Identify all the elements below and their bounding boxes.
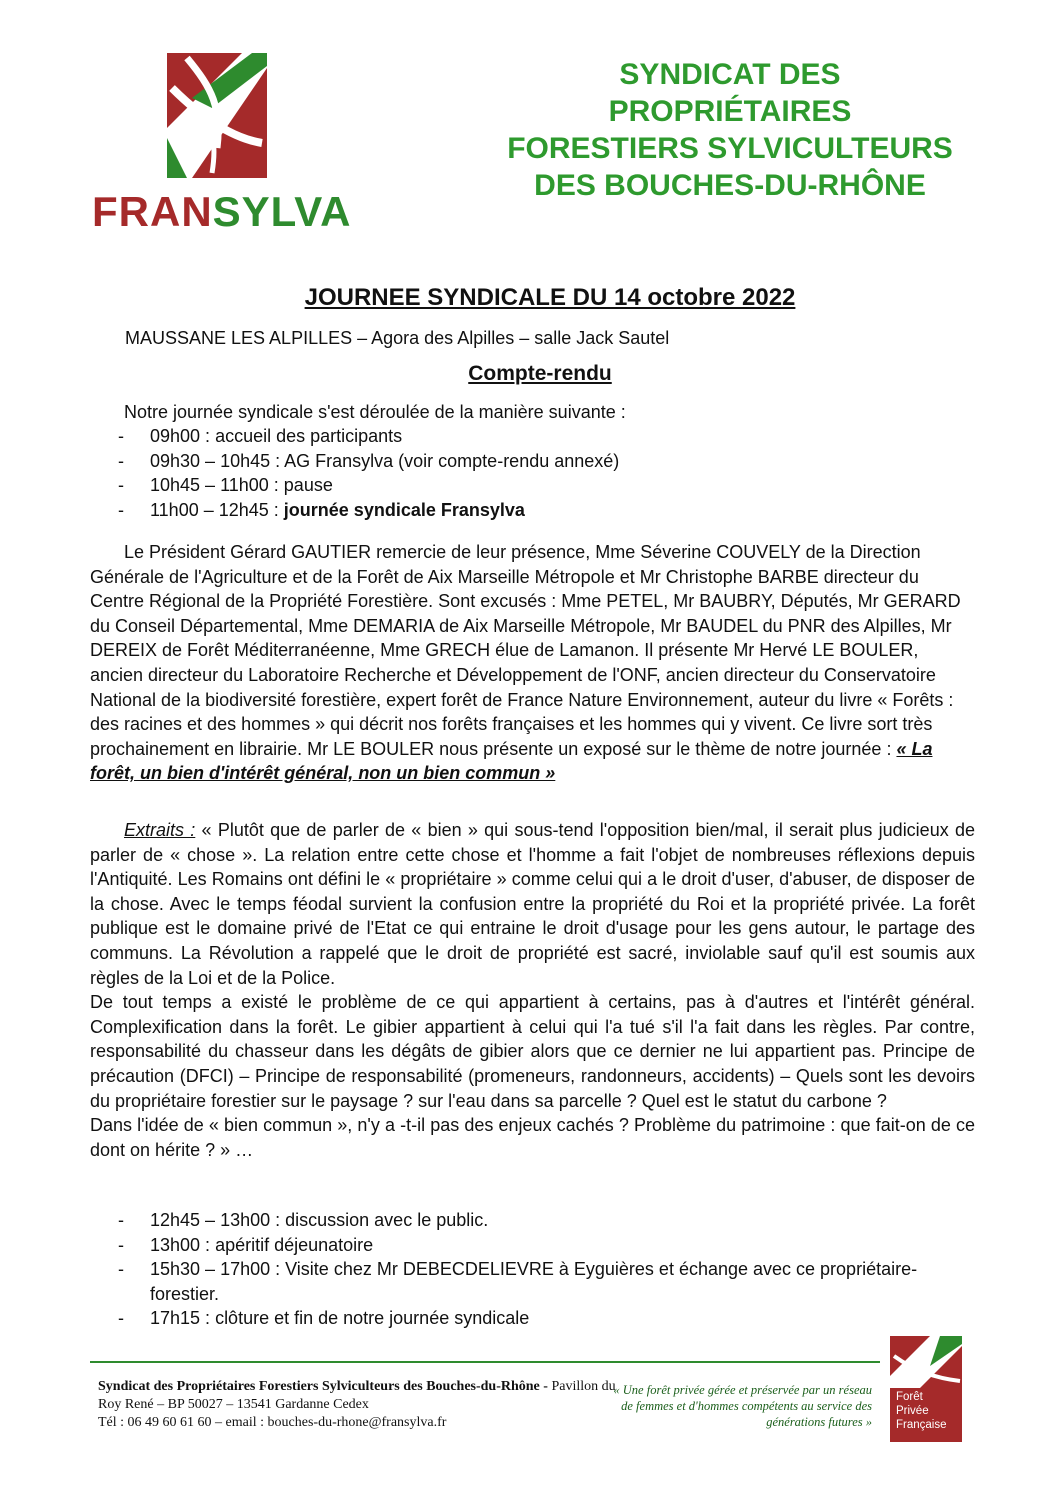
footer-org-name: Syndicat des Propriétaires Forestiers Sylviculteurs des Bouches-du-Rhône - xyxy=(98,1379,552,1394)
footer-divider xyxy=(90,1361,880,1363)
fpf-line: Forêt xyxy=(896,1391,923,1403)
schedule-text: journée syndicale Fransylva xyxy=(283,499,525,520)
schedule-text: discussion avec le public. xyxy=(285,1210,489,1230)
foret-privee-francaise-logo xyxy=(890,1336,962,1442)
venue-line: MAUSSANE LES ALPILLES – Agora des Alpilles – salle Jack Sautel xyxy=(125,328,670,348)
logo-text-sylva: SYLVA xyxy=(212,188,352,235)
paragraph-extraits xyxy=(90,818,975,1162)
schedule-item xyxy=(90,424,619,449)
organization-title xyxy=(500,56,960,204)
fransylva-emblem-icon xyxy=(92,48,364,188)
schedule-item xyxy=(90,449,619,474)
org-title-line: FORESTIERS SYLVICULTEURS xyxy=(507,132,953,165)
section-title: Compte-rendu xyxy=(468,362,612,385)
fpf-emblem-icon xyxy=(890,1336,962,1388)
schedule-time: 11h00 – 12h45 : xyxy=(150,499,284,520)
schedule-text: apéritif déjeunatoire xyxy=(215,1234,374,1255)
schedule-list-morning xyxy=(90,424,619,522)
schedule-time: 15h30 – 17h00 : xyxy=(150,1259,286,1280)
footer-slogan: « Une forêt privée gérée et préservée par un réseau de femmes et d'hommes compétents au service des générations futures » xyxy=(613,1383,872,1429)
footer-postal-address: Pavillon du Roy René – BP 50027 – 13541 Gardanne Cedex xyxy=(98,1379,616,1412)
org-title-line: DES BOUCHES-DU-RHÔNE xyxy=(534,169,926,202)
schedule-time: 13h00 : xyxy=(150,1234,216,1255)
logo-text-fran: FRAN xyxy=(92,188,213,235)
extraits-text-3: Dans l'idée de « bien commun », n'y a -t-il pas des enjeux cachés ? Problème du patrimoine : que fait-on de ce dont on hérite ? » … xyxy=(90,1115,975,1160)
schedule-item xyxy=(90,1306,950,1331)
schedule-item xyxy=(90,1257,950,1306)
fransylva-logo xyxy=(92,48,364,238)
schedule-text: accueil des participants xyxy=(215,426,403,446)
schedule-text: Visite chez Mr DEBECDELIEVRE à Eyguières et échange avec ce propriétaire-forestier. xyxy=(150,1259,918,1304)
schedule-text: pause xyxy=(283,475,333,496)
schedule-item xyxy=(90,1208,950,1233)
schedule-time: 09h30 – 10h45 : xyxy=(150,450,285,471)
logo-wordmark xyxy=(92,188,364,236)
extraits-label: Extraits : xyxy=(124,820,196,840)
schedule-time: 12h45 – 13h00 : xyxy=(150,1210,286,1230)
fpf-line: Française xyxy=(896,1419,947,1431)
footer-address xyxy=(98,1378,618,1432)
extraits-text: « Plutôt que de parler de « bien » qui sous-tend l'opposition bien/mal, il serait plus judicieux de parler de « chose ». La relation entre cette chose et l'homme a fait l'objet de nombreuses réflexions depuis l'Antiquité. Les Romains ont défini le « propriétaire » comme celui qui a le droit d'user, d'abuser, de disposer de la chose. Avec le temps féodal survient la confusion entre la propriété du Roi et la propriété privée. La forêt publique est le domaine privé de l'Etat ce qui entraine le droit d'usage pour les gens autour, le partage des communs. La Révolution a rappelé que le droit de propriété est sacré, inviolable sauf qu'il est soumis aux règles de la Loi et de la Police. xyxy=(90,820,975,988)
schedule-item xyxy=(90,1233,950,1258)
extraits-text-2: De tout temps a existé le problème de ce qui appartient à certains, pas à d'autres et l'intérêt général. Complexification dans la forêt. Le gibier appartient à celui qui l'a tué s'il l'a fait dans les règles. Par contre, responsabilité du chasseur dans les dégâts de gibier alors que ce dernier ne lui appartient pas. Principe de précaution (DFCI) – Principe de responsabilité (promeneurs, randonneurs, accidents) – Quels sont les devoirs du propriétaire forestier sur le paysage ? sur l'eau dans sa parcelle ? Quel est le statut du carbone ? xyxy=(90,992,975,1111)
fpf-line: Privée xyxy=(896,1405,929,1417)
fpf-text xyxy=(896,1390,947,1432)
journee-theme: « La forêt, un bien d'intérêt général, non un bien commun » xyxy=(90,738,933,784)
org-title-line: SYNDICAT DES xyxy=(619,58,841,91)
schedule-time: 17h15 : xyxy=(150,1308,216,1329)
footer-contact: Tél : 06 49 60 61 60 – email : bouches-du-rhone@fransylva.fr xyxy=(98,1415,447,1430)
schedule-time: 10h45 – 11h00 : xyxy=(150,475,284,496)
document-title: JOURNEE SYNDICALE DU 14 octobre 2022 xyxy=(304,284,796,311)
schedule-item xyxy=(90,498,619,523)
intro-text: Notre journée syndicale s'est déroulée de la manière suivante : xyxy=(124,402,626,422)
paragraph-welcome-text: Le Président Gérard GAUTIER remercie de leur présence, Mme Séverine COUVELY de la Direction Générale de l'Agriculture et de la Forêt de Aix Marseille Métropole et Mr Christophe BARBE directeur du Centre Régional de la Propriété Forestière. Sont excusés : Mme PETEL, Mr BAUBRY, Députés, Mr GERARD du Conseil Départemental, Mme DEMARIA de Aix Marseille Métropole, Mr BAUDEL du PNR des Alpilles, Mr DEREIX de Forêt Méditerranéenne, Mme GRECH élue de Lamanon. Il présente Mr Hervé LE BOULER, ancien directeur du Laboratoire Recherche et Développement de l'ONF, ancien directeur du Conservatoire National de la biodiversité forestière, expert forêt de France Nature Environnement, auteur du livre « Forêts : des racines et des hommes » qui décrit nos forêts françaises et les hommes qui y vivent. Ce livre sort très prochainement en librairie. Mr LE BOULER nous présente un exposé sur le thème de notre journée : xyxy=(90,542,961,759)
schedule-list-afternoon xyxy=(90,1208,950,1331)
schedule-text: AG Fransylva (voir compte-rendu annexé) xyxy=(284,450,620,471)
schedule-item xyxy=(90,473,619,498)
org-title-line: PROPRIÉTAIRES xyxy=(608,95,852,128)
paragraph-welcome xyxy=(90,540,975,786)
schedule-time: 09h00 : xyxy=(150,426,216,446)
schedule-text: clôture et fin de notre journée syndicale xyxy=(215,1308,530,1329)
